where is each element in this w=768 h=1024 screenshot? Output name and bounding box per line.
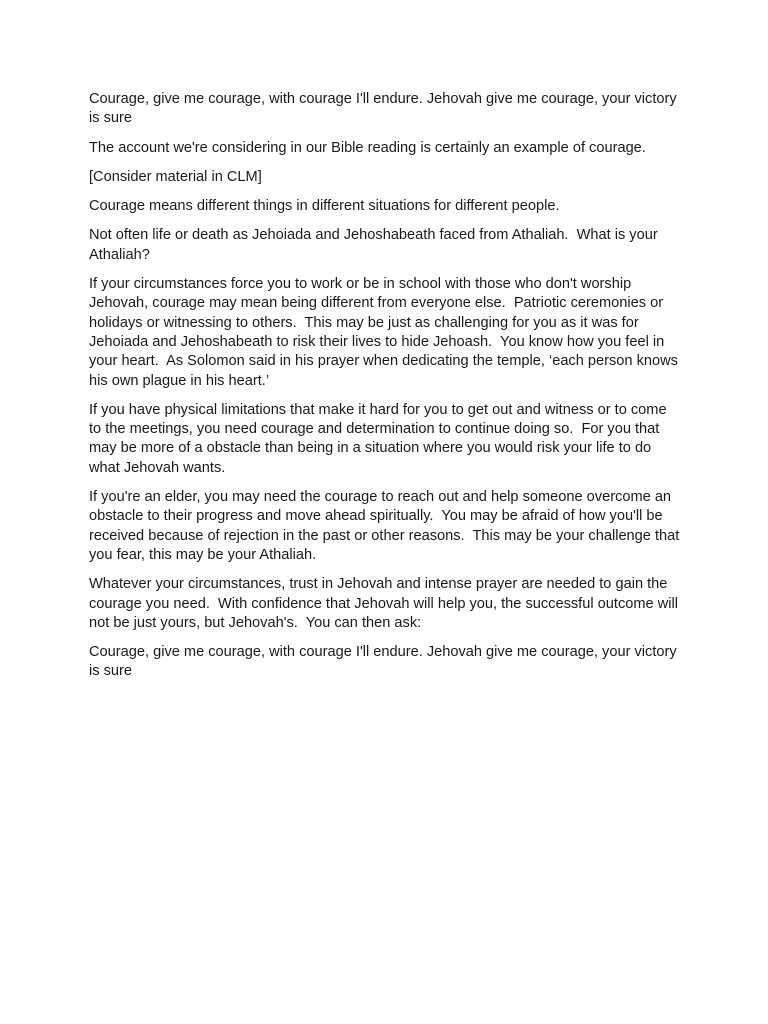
paragraph-whatever-circumstances: Whatever your circumstances, trust in Jehovah and intense prayer are needed to gain the courage you need. With confidence that Jehovah will help you, the successful outcome will not be just yours, but Jehovah's. You can then ask: <box>89 576 683 631</box>
paragraph-opening-lyric: Courage, give me courage, with courage I'll endure. Jehovah give me courage, your victory is sure <box>89 91 681 127</box>
paragraph-courage-means: Courage means different things in different situations for different people. <box>89 198 560 215</box>
paragraph-consider-material: [Consider material in CLM] <box>89 168 262 185</box>
document-body <box>89 90 684 692</box>
paragraph-elder: If you're an elder, you may need the courage to reach out and help someone overcome an obstacle to their progress and move ahead spiritually. You may be afraid of how you'll be received because of rejection in the past or other reasons. This may be your challenge that you fear, this may be your Athaliah. <box>89 489 684 563</box>
paragraph-circumstances: If your circumstances force you to work or be in school with those who don't worship Jehovah, courage may mean being different from everyone else. Patriotic ceremonies or holidays or witnessing to others. This may be just as challenging for you as it was for Jehoiada and Jehoshabeath to risk their lives to hide Jehoash. You know how you feel in your heart. As Solomon said in his prayer when dedicating the temple, ‘each person knows his own plague in his heart.’ <box>89 276 683 389</box>
paragraph-bible-reading: The account we're considering in our Bible reading is certainly an example of courage. <box>89 139 646 156</box>
paragraph-closing-lyric: Courage, give me courage, with courage I'll endure. Jehovah give me courage, your victory is sure <box>89 644 681 680</box>
paragraph-athaliah-question: Not often life or death as Jehoiada and Jehoshabeath faced from Athaliah. What is your Athaliah? <box>89 227 661 263</box>
paragraph-physical-limitations: If you have physical limitations that make it hard for you to get out and witness or to come to the meetings, you need courage and determination to continue doing so. For you that may be more of a obstacle than being in a situation where you would risk your life to do what Jehovah wants. <box>89 401 671 476</box>
